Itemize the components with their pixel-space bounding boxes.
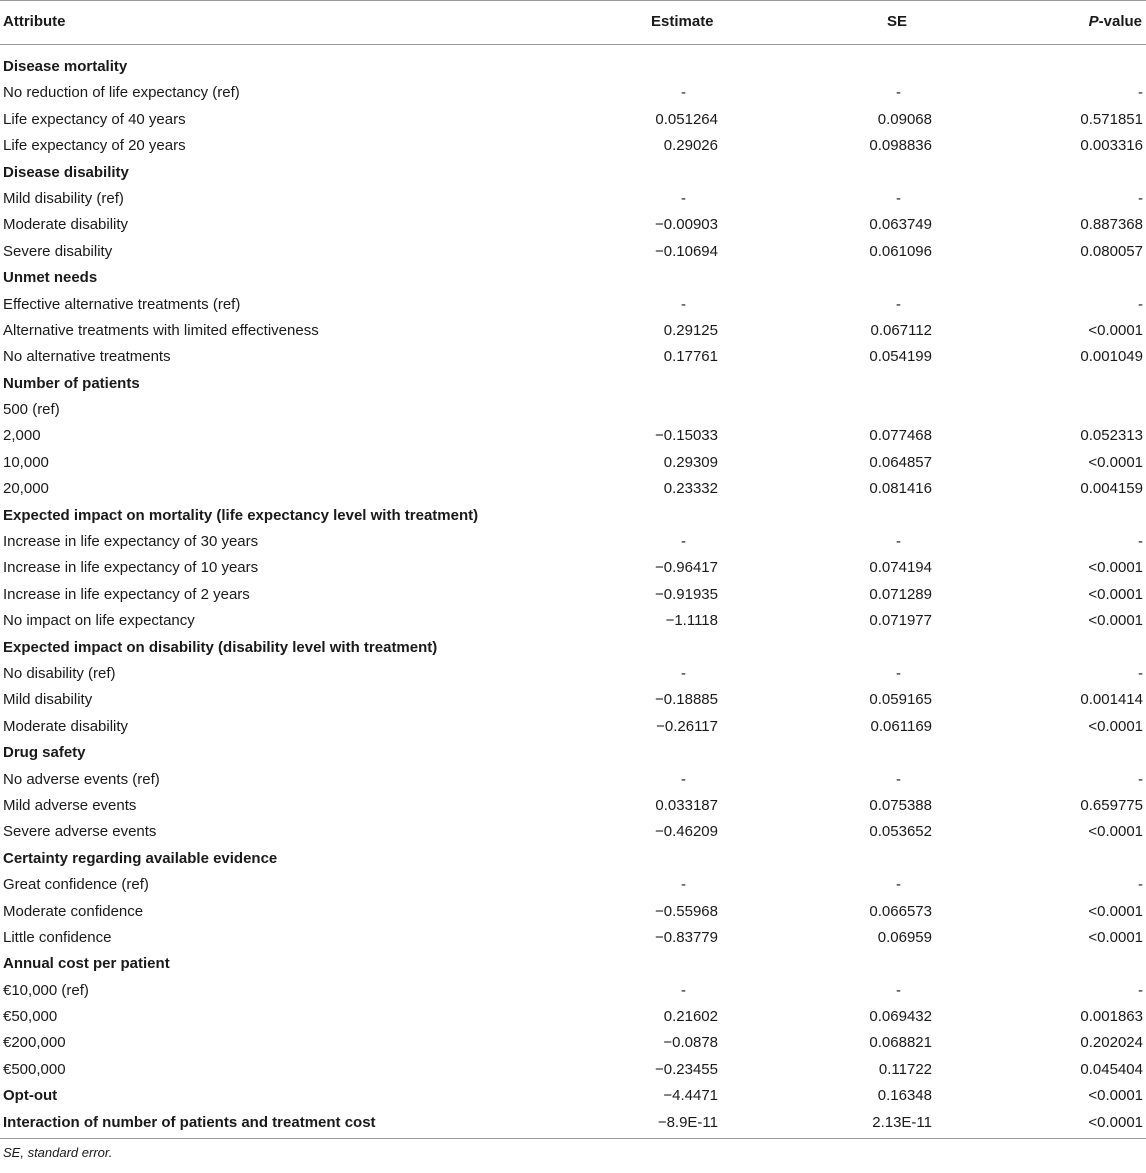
group-row: [0, 503, 1146, 529]
group-row: [0, 371, 1146, 397]
p-value-cell: <0.0001: [1088, 453, 1143, 471]
group-row: [0, 1110, 1146, 1136]
header-p-value: [1089, 13, 1142, 30]
p-value-cell: -: [1138, 533, 1143, 551]
se-cell: 0.066573: [869, 902, 932, 920]
attribute-cell: €10,000 (ref): [3, 981, 89, 999]
se-cell: 0.16348: [877, 1087, 932, 1105]
table-row: [0, 186, 1146, 212]
estimate-cell: 0.29026: [663, 137, 718, 155]
estimate-cell: −0.10694: [655, 242, 718, 260]
attribute-cell: 500 (ref): [3, 401, 60, 419]
attribute-cell: 10,000: [3, 453, 49, 471]
attribute-cell: €500,000: [3, 1060, 66, 1078]
group-row: [0, 846, 1146, 872]
p-value-cell: -: [1138, 664, 1143, 682]
attribute-cell: Unmet needs: [3, 269, 98, 287]
table-row: [0, 608, 1146, 634]
table-row: [0, 555, 1146, 581]
table-row: [0, 819, 1146, 845]
table-row: [0, 423, 1146, 449]
attribute-cell: Number of patients: [3, 374, 140, 392]
attribute-cell: Opt-out: [3, 1087, 58, 1105]
p-value-cell: <0.0001: [1088, 902, 1143, 920]
attribute-cell: 2,000: [3, 427, 41, 445]
attribute-cell: Severe disability: [3, 242, 113, 260]
table-row: [0, 714, 1146, 740]
attribute-cell: Disease disability: [3, 163, 129, 181]
estimate-cell: -: [681, 533, 686, 551]
table-body: [0, 54, 1146, 1136]
estimate-cell: −0.46209: [655, 823, 718, 841]
se-cell: 0.068821: [869, 1034, 932, 1052]
se-cell: 0.06959: [877, 928, 932, 946]
table-row: [0, 318, 1146, 344]
se-cell: 0.064857: [869, 453, 932, 471]
group-row: [0, 265, 1146, 291]
table-row: [0, 239, 1146, 265]
se-cell: -: [896, 770, 901, 788]
group-row: [0, 740, 1146, 766]
table-row: [0, 344, 1146, 370]
table-row: [0, 1057, 1146, 1083]
header-p-suffix: -value: [1098, 13, 1142, 30]
se-cell: 0.071977: [869, 612, 932, 630]
p-value-cell: <0.0001: [1088, 717, 1143, 735]
header-attribute: Attribute: [3, 13, 66, 30]
attribute-cell: Life expectancy of 20 years: [3, 137, 186, 155]
se-cell: 0.09068: [877, 110, 932, 128]
attribute-cell: Expected impact on mortality (life expectancy level with treatment): [3, 506, 479, 524]
table-row: [0, 80, 1146, 106]
table-footnote: SE, standard error.: [3, 1145, 113, 1160]
se-cell: 0.054199: [869, 348, 932, 366]
estimate-cell: −4.4471: [663, 1087, 718, 1105]
se-cell: 0.067112: [870, 321, 932, 339]
se-cell: 0.11722: [878, 1060, 932, 1078]
estimate-cell: −0.00903: [655, 216, 718, 234]
estimate-cell: -: [681, 189, 686, 207]
attribute-cell: Annual cost per patient: [3, 955, 170, 973]
attribute-cell: Increase in life expectancy of 10 years: [3, 559, 259, 577]
table-row: [0, 978, 1146, 1004]
table-row: [0, 292, 1146, 318]
table-row: [0, 767, 1146, 793]
attribute-cell: Mild disability (ref): [3, 189, 124, 207]
se-cell: 0.077468: [869, 427, 932, 445]
estimate-cell: -: [681, 84, 686, 102]
p-value-cell: <0.0001: [1088, 585, 1143, 603]
table-row: [0, 450, 1146, 476]
se-cell: 0.074194: [869, 559, 932, 577]
p-value-cell: <0.0001: [1088, 1087, 1143, 1105]
se-cell: 0.075388: [869, 796, 932, 814]
p-value-cell: <0.0001: [1088, 823, 1143, 841]
p-value-cell: 0.001863: [1080, 1008, 1143, 1026]
attribute-cell: No adverse events (ref): [3, 770, 160, 788]
estimate-cell: −0.0878: [663, 1034, 718, 1052]
table-row: [0, 687, 1146, 713]
se-cell: 0.081416: [869, 480, 932, 498]
estimate-cell: −0.18885: [655, 691, 718, 709]
attribute-cell: 20,000: [3, 480, 49, 498]
attribute-cell: €50,000: [3, 1008, 58, 1026]
estimate-cell: -: [681, 770, 686, 788]
table-header: [0, 0, 1146, 44]
p-value-cell: <0.0001: [1088, 612, 1143, 630]
estimate-cell: 0.051264: [655, 110, 718, 128]
group-row: [0, 635, 1146, 661]
table-row: [0, 212, 1146, 238]
attribute-cell: Mild adverse events: [3, 796, 137, 814]
attribute-cell: Severe adverse events: [3, 823, 157, 841]
p-value-cell: 0.887368: [1080, 216, 1143, 234]
p-value-cell: 0.001049: [1080, 348, 1143, 366]
p-value-cell: 0.001414: [1080, 691, 1143, 709]
attribute-cell: Life expectancy of 40 years: [3, 110, 186, 128]
estimate-cell: 0.29309: [663, 453, 718, 471]
table-row: [0, 529, 1146, 555]
attribute-cell: Effective alternative treatments (ref): [3, 295, 241, 313]
se-cell: 0.061169: [870, 717, 932, 735]
p-value-cell: 0.080057: [1080, 242, 1143, 260]
estimate-cell: 0.23332: [663, 480, 718, 498]
table-row: [0, 1030, 1146, 1056]
table-row: [0, 397, 1146, 423]
p-value-cell: <0.0001: [1088, 321, 1143, 339]
table-row: [0, 133, 1146, 159]
p-value-cell: 0.045404: [1080, 1060, 1143, 1078]
se-cell: 2.13E-11: [872, 1113, 932, 1131]
table-header-rule: [0, 44, 1146, 45]
table-row: [0, 582, 1146, 608]
header-se: SE: [887, 13, 908, 30]
attribute-cell: Little confidence: [3, 928, 112, 946]
table-row: [0, 476, 1146, 502]
attribute-cell: Moderate disability: [3, 216, 129, 234]
group-row: [0, 951, 1146, 977]
estimate-cell: -: [681, 295, 686, 313]
se-cell: -: [896, 876, 901, 894]
se-cell: -: [896, 533, 901, 551]
p-value-cell: -: [1138, 189, 1143, 207]
header-estimate: Estimate: [651, 13, 714, 30]
se-cell: 0.098836: [869, 137, 932, 155]
table-row: [0, 661, 1146, 687]
attribute-cell: Moderate disability: [3, 717, 129, 735]
p-value-cell: 0.202024: [1080, 1034, 1143, 1052]
attribute-cell: Alternative treatments with limited effectiveness: [3, 321, 319, 339]
se-cell: 0.069432: [869, 1008, 932, 1026]
se-cell: 0.059165: [869, 691, 932, 709]
estimate-cell: -: [681, 664, 686, 682]
estimate-cell: -: [681, 876, 686, 894]
attribute-cell: Disease mortality: [3, 58, 128, 75]
attribute-cell: Expected impact on disability (disability level with treatment): [3, 638, 438, 656]
p-value-cell: -: [1138, 84, 1143, 102]
p-value-cell: <0.0001: [1088, 559, 1143, 577]
estimate-cell: −0.55968: [655, 902, 718, 920]
p-value-cell: 0.571851: [1080, 110, 1143, 128]
estimate-cell: −1.1118: [665, 612, 718, 630]
estimate-cell: 0.033187: [655, 796, 718, 814]
se-cell: 0.063749: [869, 216, 932, 234]
estimate-cell: 0.21602: [663, 1008, 718, 1026]
estimate-cell: −0.96417: [655, 559, 718, 577]
estimate-cell: 0.29125: [663, 321, 718, 339]
p-value-cell: 0.659775: [1080, 796, 1143, 814]
table-row: [0, 107, 1146, 133]
p-value-cell: -: [1138, 295, 1143, 313]
se-cell: -: [896, 981, 901, 999]
se-cell: -: [896, 295, 901, 313]
attribute-cell: Mild disability: [3, 691, 93, 709]
p-value-cell: -: [1138, 981, 1143, 999]
p-value-cell: -: [1138, 876, 1143, 894]
se-cell: -: [896, 84, 901, 102]
attribute-cell: No reduction of life expectancy (ref): [3, 84, 240, 102]
p-value-cell: 0.003316: [1080, 137, 1143, 155]
attribute-cell: No impact on life expectancy: [3, 612, 195, 630]
table-row: [0, 793, 1146, 819]
estimate-cell: −0.83779: [655, 928, 718, 946]
attribute-cell: Increase in life expectancy of 2 years: [3, 585, 250, 603]
p-value-cell: 0.004159: [1080, 480, 1143, 498]
attribute-cell: Certainty regarding available evidence: [3, 849, 278, 867]
estimate-cell: −0.26117: [656, 717, 718, 735]
estimate-cell: −0.23455: [655, 1060, 718, 1078]
attribute-cell: Drug safety: [3, 744, 86, 762]
table-bottom-rule: [0, 1138, 1146, 1139]
group-row: [0, 160, 1146, 186]
group-row: [0, 54, 1146, 80]
estimate-cell: −0.91935: [655, 585, 718, 603]
se-cell: 0.053652: [869, 823, 932, 841]
estimate-cell: 0.17761: [663, 348, 718, 366]
header-p-italic: P: [1088, 13, 1099, 30]
attribute-cell: Moderate confidence: [3, 902, 144, 920]
group-row: [0, 1083, 1146, 1109]
se-cell: 0.071289: [869, 585, 932, 603]
p-value-cell: <0.0001: [1088, 928, 1143, 946]
se-cell: -: [896, 189, 901, 207]
attribute-cell: €200,000: [3, 1034, 66, 1052]
attribute-cell: No alternative treatments: [3, 348, 171, 366]
attribute-cell: Increase in life expectancy of 30 years: [3, 533, 259, 551]
p-value-cell: 0.052313: [1080, 427, 1143, 445]
table-row: [0, 925, 1146, 951]
estimate-cell: −8.9E-11: [657, 1113, 718, 1131]
se-cell: -: [896, 664, 901, 682]
table-row: [0, 1004, 1146, 1030]
attribute-cell: Interaction of number of patients and treatment cost: [3, 1113, 376, 1131]
p-value-cell: -: [1138, 770, 1143, 788]
table-row: [0, 899, 1146, 925]
estimate-cell: −0.15033: [655, 427, 718, 445]
estimate-cell: -: [681, 981, 686, 999]
table-row: [0, 872, 1146, 898]
se-cell: 0.061096: [869, 242, 932, 260]
attribute-cell: No disability (ref): [3, 664, 116, 682]
p-value-cell: <0.0001: [1088, 1113, 1143, 1131]
attribute-cell: Great confidence (ref): [3, 876, 149, 894]
